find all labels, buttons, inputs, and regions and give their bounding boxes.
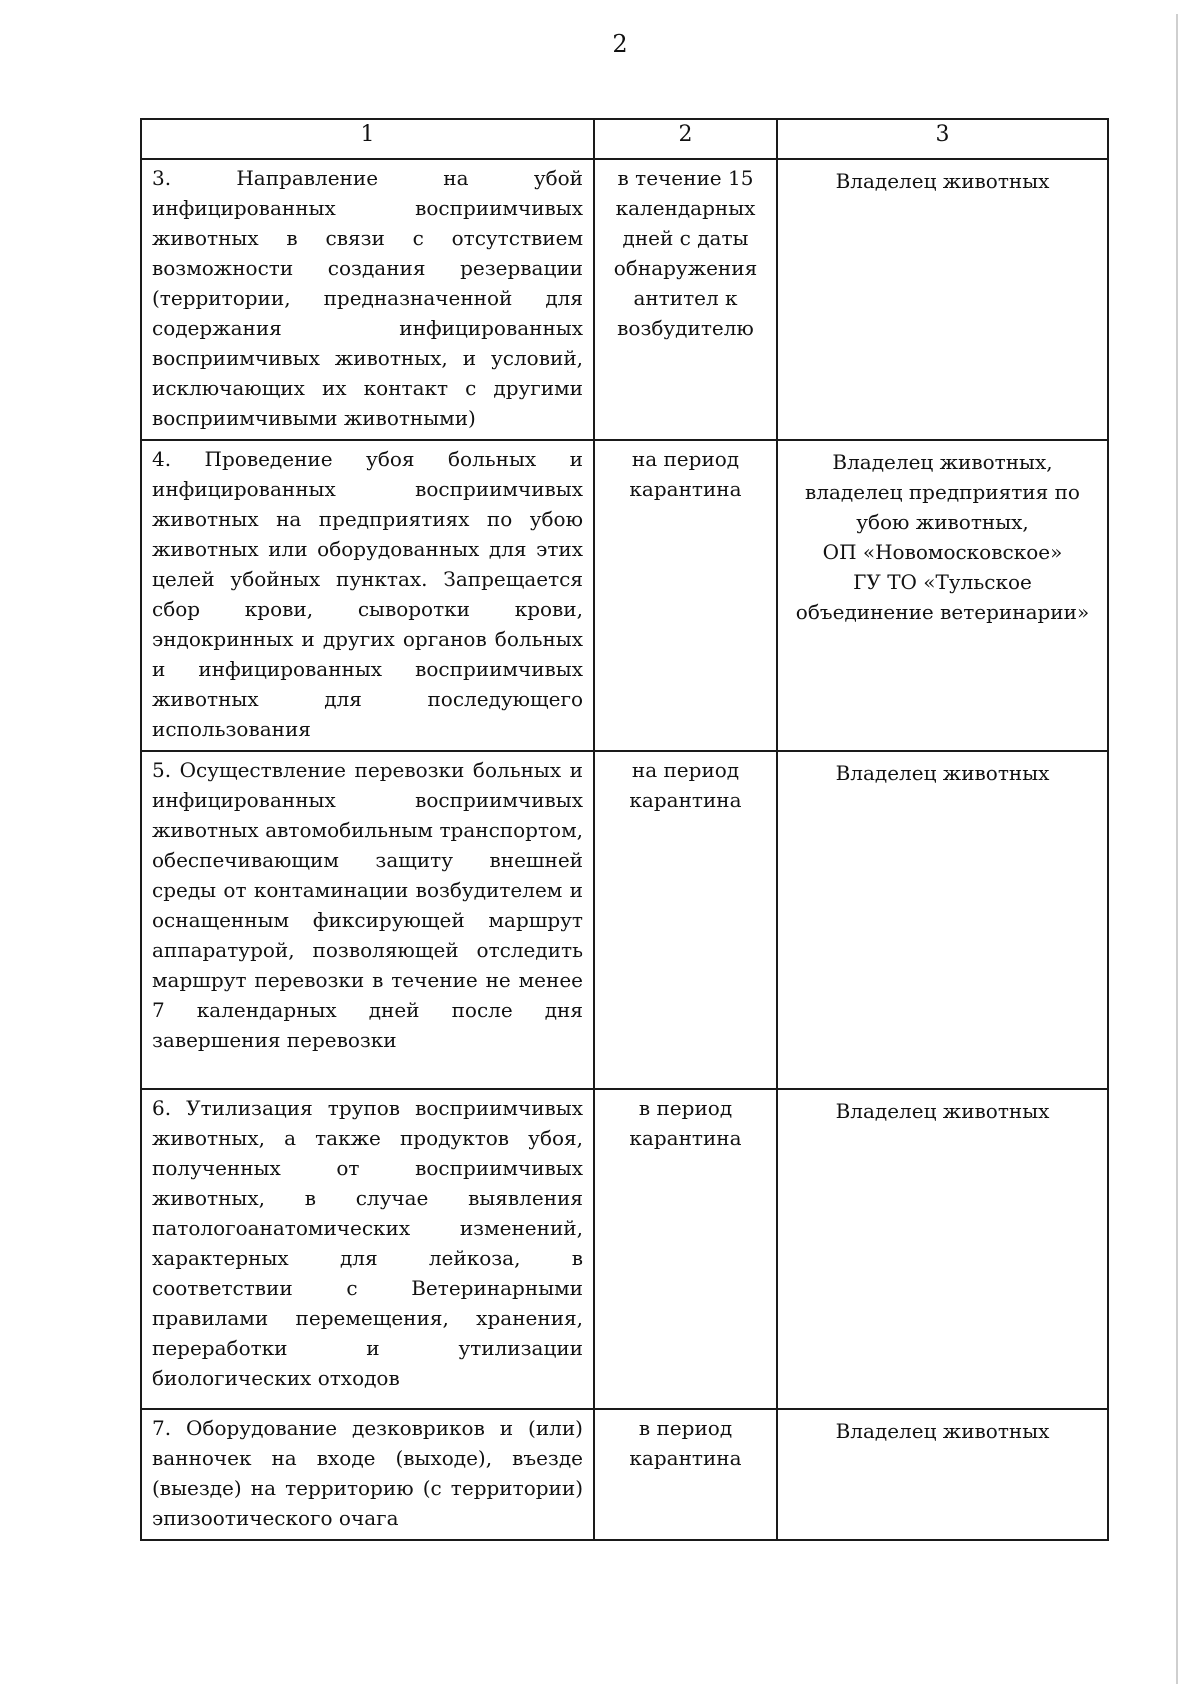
column-header-1: 1 — [141, 119, 594, 159]
term-text: на период карантина — [629, 447, 742, 501]
term-cell — [594, 1089, 777, 1409]
responsible-line: Владелец животных — [835, 1419, 1050, 1443]
table-header-row — [141, 119, 1108, 159]
measure-cell — [141, 751, 594, 1089]
table-row — [141, 1089, 1108, 1409]
measure-text: 7. Оборудование дезковриков и (или) ванночек на входе (выходе), въезде (выезде) на территорию (с территории) эпизоотического очага — [152, 1416, 583, 1530]
measure-text: 6. Утилизация трупов восприимчивых животных, а также продуктов убоя, полученных от восприимчивых животных, в случае выявления патологоанатомических изменений, характерных для лейкоза, в соответствии с Ветеринарными правилами перемещения, хранения, переработки и утилизации биологических отходов — [152, 1096, 583, 1390]
term-cell — [594, 1409, 777, 1540]
responsible-line: Владелец животных — [835, 169, 1050, 193]
term-text: в период карантина — [629, 1416, 742, 1470]
measure-cell — [141, 159, 594, 440]
term-cell — [594, 440, 777, 751]
column-header-2: 2 — [594, 119, 777, 159]
responsible-line: ГУ ТО «Тульское объединение ветеринарии» — [795, 570, 1090, 624]
term-cell — [594, 751, 777, 1089]
term-text: в течение 15 календарных дней с даты обнаружения антител к возбудителю — [613, 166, 758, 340]
page-edge-line — [1176, 14, 1178, 1684]
table-row — [141, 751, 1108, 1089]
responsible-line: Владелец животных, — [832, 450, 1053, 474]
responsible-cell — [777, 159, 1108, 440]
measure-cell — [141, 1089, 594, 1409]
term-text: на период карантина — [629, 758, 742, 812]
page-number: 2 — [612, 30, 628, 58]
responsible-cell — [777, 751, 1108, 1089]
measures-table — [140, 118, 1109, 1541]
responsible-cell — [777, 1409, 1108, 1540]
table-row — [141, 1409, 1108, 1540]
term-cell — [594, 159, 777, 440]
measure-text: 4. Проведение убоя больных и инфицированных восприимчивых животных на предприятиях по убою животных или оборудованных для этих целей убойных пунктах. Запрещается сбор крови, сыворотки крови, эндокринных и других органов больных и инфицированных восприимчивых животных для последующего использования — [152, 447, 583, 741]
table-row — [141, 440, 1108, 751]
measure-cell — [141, 1409, 594, 1540]
column-header-3: 3 — [777, 119, 1108, 159]
measure-cell — [141, 440, 594, 751]
measure-text: 3. Направление на убой инфицированных восприимчивых животных в связи с отсутствием возможности создания резервации (территории, предназначенной для содержания инфицированных восприимчивых животных, и условий, исключающих их контакт с другими восприимчивыми животными) — [152, 166, 583, 430]
responsible-line: владелец предприятия по убою животных, — [805, 480, 1080, 534]
responsible-cell — [777, 440, 1108, 751]
term-text: в период карантина — [629, 1096, 742, 1150]
responsible-cell — [777, 1089, 1108, 1409]
responsible-line: Владелец животных — [835, 1099, 1050, 1123]
responsible-line: ОП «Новомосковское» — [822, 540, 1063, 564]
responsible-line: Владелец животных — [835, 761, 1050, 785]
table-row — [141, 159, 1108, 440]
measure-text: 5. Осуществление перевозки больных и инфицированных восприимчивых животных автомобильным транспортом, обеспечивающим защиту внешней среды от контаминации возбудителем и оснащенным фиксирующей маршрут аппаратурой, позволяющей отследить маршрут перевозки в течение не менее 7 календарных дней после дня завершения перевозки — [152, 758, 583, 1052]
